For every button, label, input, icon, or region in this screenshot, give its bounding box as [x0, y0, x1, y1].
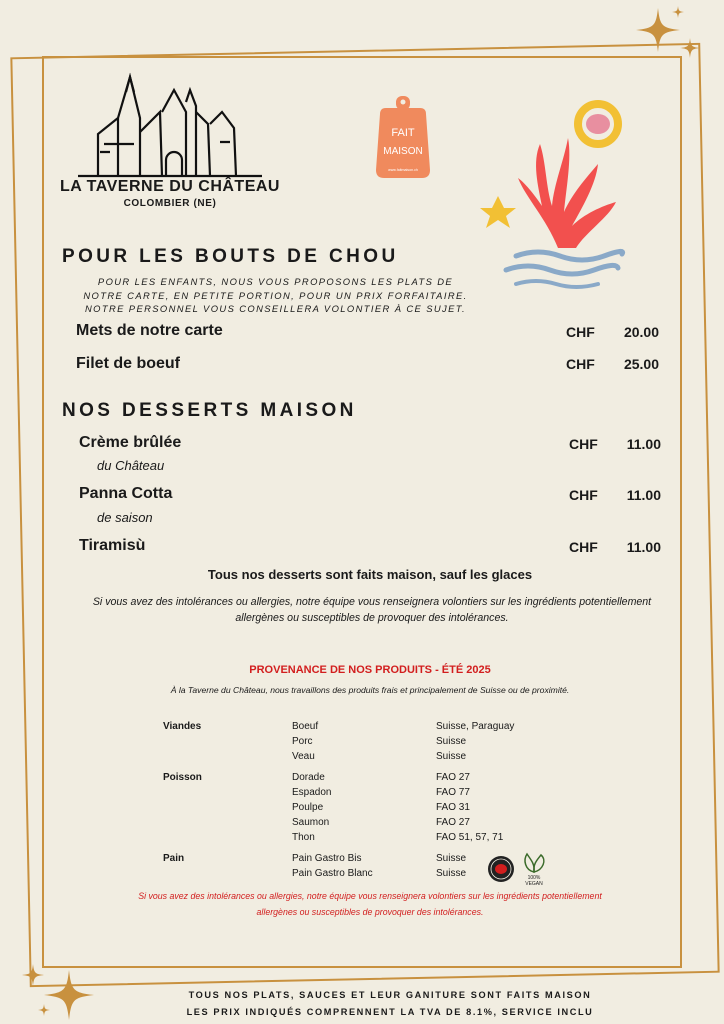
- provenance-product: Porc: [292, 736, 313, 747]
- menu-item-currency: CHF: [566, 356, 595, 372]
- provenance-category: Pain: [163, 853, 185, 864]
- vegan-leaf-icon: [519, 852, 549, 886]
- restaurant-name: LA TAVERNE DU CHÂTEAU: [60, 178, 280, 195]
- kids-heading: POUR LES BOUTS DE CHOU: [62, 246, 399, 267]
- provenance-origin: FAO 51, 57, 71: [436, 832, 504, 843]
- provenance-origin: Suisse: [436, 868, 467, 879]
- provenance-product: Espadon: [292, 787, 332, 798]
- sparkle-icon: [38, 1004, 50, 1016]
- menu-item-name: Mets de notre carte: [76, 322, 223, 339]
- castle-logo-icon: [70, 72, 270, 182]
- dessert-description: de saison: [97, 510, 153, 525]
- dessert-name: Panna Cotta: [79, 485, 173, 502]
- dessert-price: 11.00: [626, 487, 661, 503]
- provenance-allergies-note: Si vous avez des intolérances ou allergies, notre équipe vous renseignera volontiers sur les ingrédients potentiellement allergènes ou susceptibles de provoquer des intolérances.: [138, 891, 602, 917]
- dessert-price: 11.00: [626, 436, 661, 452]
- footer-line-1: TOUS NOS PLATS, SAUCES ET LEUR GANITURE SONT FAITS MAISON: [188, 990, 592, 1000]
- fait-maison-badge-icon: [372, 96, 434, 180]
- dessert-price: 11.00: [626, 539, 661, 555]
- vegan-line1: 100%: [527, 875, 541, 881]
- vegan-line2: VEGAN: [525, 881, 543, 886]
- menu-item-price: 25.00: [623, 356, 659, 372]
- footer-line-2: LES PRIX INDIQUÉS COMPRENNENT LA TVA DE 8.1%, SERVICE INCLU: [186, 1007, 594, 1017]
- provenance-origin: Suisse: [436, 751, 467, 762]
- provenance-product: Veau: [292, 751, 315, 762]
- allergies-note: Si vous avez des intolérances ou allergies, notre équipe vous renseignera volontiers sur les ingrédients potentiellement allergènes ou susceptibles de provoquer des intolérances.: [92, 596, 652, 624]
- restaurant-location: COLOMBIER (NE): [123, 198, 217, 209]
- desserts-note: Tous nos desserts sont faits maison, sauf les glaces: [207, 567, 533, 582]
- provenance-origin: Suisse: [436, 853, 467, 864]
- provenance-product: Thon: [292, 832, 315, 843]
- provenance-product: Pain Gastro Bis: [292, 853, 362, 864]
- provenance-category: Viandes: [163, 721, 202, 732]
- provenance-category: Poisson: [163, 772, 202, 783]
- menu-item-currency: CHF: [566, 324, 595, 340]
- menu-item-name: Filet de boeuf: [76, 355, 180, 372]
- dessert-name: Tiramisù: [79, 537, 146, 554]
- dessert-currency: CHF: [569, 487, 598, 503]
- sparkle-icon: [680, 38, 700, 58]
- dessert-description: du Château: [97, 458, 165, 473]
- sparkle-icon: [672, 6, 684, 18]
- provenance-origin: FAO 27: [436, 817, 470, 828]
- provenance-intro: À la Taverne du Château, nous travaillons des produits frais et principalement de Suisse ou de proximité.: [170, 685, 570, 695]
- provenance-origin: Suisse: [436, 736, 467, 747]
- dessert-currency: CHF: [569, 539, 598, 555]
- kids-intro: POUR LES ENFANTS, NOUS VOUS PROPOSONS LES PLATS DE NOTRE CARTE, EN PETITE PORTION, POUR UN PRIX FORFAITAIRE. NOTRE PERSONNEL VOUS CONSEILLERA VOLONTIER À CE SUJET.: [83, 276, 468, 314]
- provenance-product: Pain Gastro Blanc: [292, 868, 373, 879]
- provenance-title: PROVENANCE DE NOS PRODUITS - ÉTÉ 2025: [249, 664, 491, 676]
- provenance-origin: Suisse, Paraguay: [436, 721, 515, 732]
- provenance-product: Poulpe: [292, 802, 324, 813]
- coral-decoration-icon: [476, 98, 636, 298]
- sparkle-icon: [22, 964, 44, 986]
- provenance-origin: FAO 31: [436, 802, 470, 813]
- badge-line1: FAIT: [391, 127, 415, 139]
- provenance-product: Boeuf: [292, 721, 319, 732]
- desserts-heading: NOS DESSERTS MAISON: [62, 400, 357, 421]
- menu-item-price: 20.00: [623, 324, 659, 340]
- sparkle-icon: [44, 970, 94, 1020]
- provenance-origin: FAO 77: [436, 787, 470, 798]
- provenance-product: Dorade: [292, 772, 325, 783]
- badge-line2: MAISON: [383, 146, 423, 157]
- provenance-origin: FAO 27: [436, 772, 470, 783]
- badge-url: www.faitmaison.ch: [388, 168, 418, 172]
- dessert-name: Crème brûlée: [79, 434, 182, 451]
- dessert-currency: CHF: [569, 436, 598, 452]
- bread-label-icon: [486, 854, 516, 884]
- provenance-product: Saumon: [292, 817, 330, 828]
